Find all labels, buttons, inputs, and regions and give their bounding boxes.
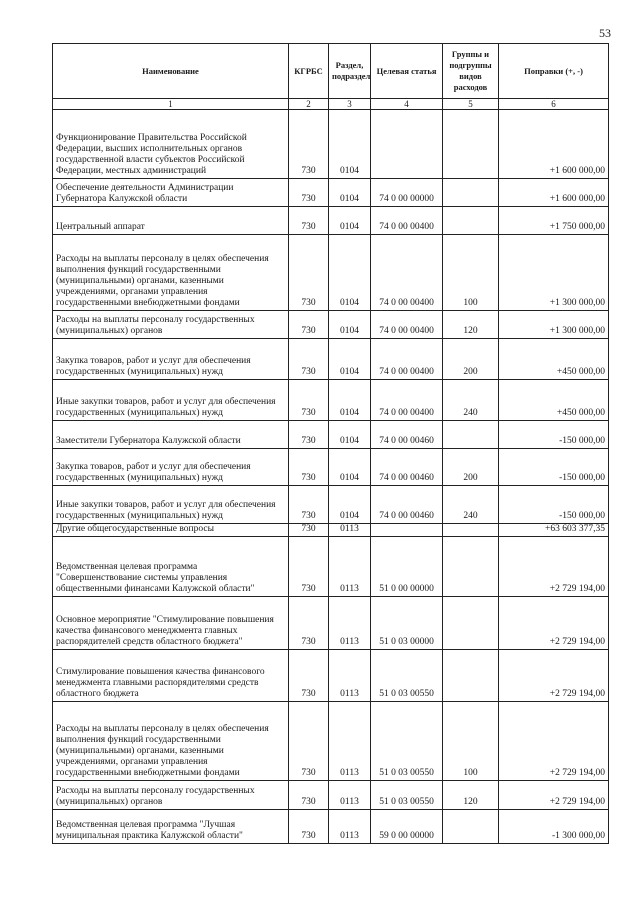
row-amount: +1 300 000,00 <box>499 235 609 311</box>
row-section: 0104 <box>329 311 371 339</box>
table-row <box>53 235 609 311</box>
row-kgrbs: 730 <box>289 421 329 449</box>
table-row <box>53 449 609 486</box>
table-row <box>53 781 609 810</box>
row-amount: +2 729 194,00 <box>499 702 609 781</box>
row-group: 120 <box>443 311 499 339</box>
row-section: 0113 <box>329 781 371 810</box>
column-number: 5 <box>443 99 499 110</box>
table-row <box>53 537 609 597</box>
row-kgrbs: 730 <box>289 486 329 524</box>
table-row <box>53 207 609 235</box>
row-amount: -150 000,00 <box>499 486 609 524</box>
column-number: 6 <box>499 99 609 110</box>
row-target: 59 0 00 00000 <box>371 810 443 844</box>
row-kgrbs: 730 <box>289 449 329 486</box>
row-name: Иные закупки товаров, работ и услуг для обеспечения государственных (муниципальных) нужд <box>53 486 289 524</box>
header-group: Группы и подгруппы видов расходов <box>443 44 499 99</box>
row-section: 0104 <box>329 179 371 207</box>
row-name: Обеспечение деятельности Администрации Губернатора Калужской области <box>53 179 289 207</box>
row-section: 0104 <box>329 110 371 179</box>
row-target <box>371 524 443 537</box>
row-amount: +450 000,00 <box>499 339 609 380</box>
row-target: 74 0 00 00400 <box>371 311 443 339</box>
row-group <box>443 810 499 844</box>
row-name: Ведомственная целевая программа "Совершенствование системы управления общественными финансами Калужской области" <box>53 537 289 597</box>
table-row <box>53 524 609 537</box>
row-section: 0104 <box>329 486 371 524</box>
row-section: 0104 <box>329 421 371 449</box>
header-amendment: Поправки (+, -) <box>499 44 609 99</box>
row-name: Заместители Губернатора Калужской области <box>53 421 289 449</box>
row-name: Расходы на выплаты персоналу в целях обеспечения выполнения функций государственными (муниципальными) органами, казенными учреждениями, органами управления государственными внебюджетными фондами <box>53 702 289 781</box>
row-kgrbs: 730 <box>289 339 329 380</box>
row-group <box>443 650 499 702</box>
row-target: 51 0 03 00550 <box>371 702 443 781</box>
page-number: 53 <box>599 26 611 40</box>
table-row <box>53 810 609 844</box>
table-row <box>53 702 609 781</box>
row-section: 0104 <box>329 339 371 380</box>
table-row <box>53 339 609 380</box>
row-amount: +2 729 194,00 <box>499 537 609 597</box>
row-kgrbs: 730 <box>289 810 329 844</box>
row-section: 0104 <box>329 380 371 421</box>
row-amount: +1 600 000,00 <box>499 179 609 207</box>
row-section: 0113 <box>329 702 371 781</box>
row-section: 0104 <box>329 449 371 486</box>
row-amount: +1 300 000,00 <box>499 311 609 339</box>
row-section: 0113 <box>329 537 371 597</box>
row-target: 74 0 00 00000 <box>371 179 443 207</box>
row-amount: +1 750 000,00 <box>499 207 609 235</box>
row-section: 0113 <box>329 650 371 702</box>
row-name: Расходы на выплаты персоналу государственных (муниципальных) органов <box>53 311 289 339</box>
row-kgrbs: 730 <box>289 524 329 537</box>
row-name: Закупка товаров, работ и услуг для обеспечения государственных (муниципальных) нужд <box>53 339 289 380</box>
row-group: 240 <box>443 486 499 524</box>
row-target: 74 0 00 00400 <box>371 235 443 311</box>
row-kgrbs: 730 <box>289 380 329 421</box>
row-amount: +63 603 377,35 <box>499 524 609 537</box>
row-group: 100 <box>443 702 499 781</box>
row-kgrbs: 730 <box>289 207 329 235</box>
row-kgrbs: 730 <box>289 179 329 207</box>
row-kgrbs: 730 <box>289 597 329 650</box>
row-group: 240 <box>443 380 499 421</box>
column-number: 2 <box>289 99 329 110</box>
table-row <box>53 110 609 179</box>
row-group: 100 <box>443 235 499 311</box>
table-row <box>53 311 609 339</box>
row-amount: -1 300 000,00 <box>499 810 609 844</box>
row-name: Центральный аппарат <box>53 207 289 235</box>
row-name: Ведомственная целевая программа "Лучшая муниципальная практика Калужской области" <box>53 810 289 844</box>
row-target: 51 0 00 00000 <box>371 537 443 597</box>
table-row <box>53 650 609 702</box>
row-amount: +2 729 194,00 <box>499 781 609 810</box>
row-kgrbs: 730 <box>289 702 329 781</box>
row-section: 0113 <box>329 524 371 537</box>
row-target: 74 0 00 00400 <box>371 339 443 380</box>
row-group <box>443 207 499 235</box>
table-row <box>53 179 609 207</box>
row-target: 51 0 03 00550 <box>371 650 443 702</box>
row-group <box>443 537 499 597</box>
row-name: Расходы на выплаты персоналу государственных (муниципальных) органов <box>53 781 289 810</box>
row-kgrbs: 730 <box>289 650 329 702</box>
row-section: 0113 <box>329 597 371 650</box>
header-kgrbs: КГРБС <box>289 44 329 99</box>
column-number-row <box>53 99 609 110</box>
row-group <box>443 421 499 449</box>
row-target: 74 0 00 00460 <box>371 449 443 486</box>
row-kgrbs: 730 <box>289 235 329 311</box>
row-group: 120 <box>443 781 499 810</box>
row-section: 0104 <box>329 207 371 235</box>
column-number: 4 <box>371 99 443 110</box>
row-kgrbs: 730 <box>289 781 329 810</box>
row-group <box>443 597 499 650</box>
row-amount: -150 000,00 <box>499 421 609 449</box>
row-amount: +2 729 194,00 <box>499 597 609 650</box>
row-target: 74 0 00 00460 <box>371 486 443 524</box>
row-amount: +1 600 000,00 <box>499 110 609 179</box>
row-target: 51 0 03 00550 <box>371 781 443 810</box>
row-name: Закупка товаров, работ и услуг для обеспечения государственных (муниципальных) нужд <box>53 449 289 486</box>
table-row <box>53 486 609 524</box>
row-kgrbs: 730 <box>289 311 329 339</box>
row-amount: +2 729 194,00 <box>499 650 609 702</box>
row-target: 51 0 03 00000 <box>371 597 443 650</box>
table-row <box>53 380 609 421</box>
row-section: 0104 <box>329 235 371 311</box>
row-name: Стимулирование повышения качества финансового менеджмента главными распорядителями средств областного бюджета <box>53 650 289 702</box>
header-target: Целевая статья <box>371 44 443 99</box>
table-header-row <box>53 44 609 99</box>
column-number: 1 <box>53 99 289 110</box>
row-name: Расходы на выплаты персоналу в целях обеспечения выполнения функций государственными (муниципальными) органами, казенными учреждениями, органами управления государственными внебюджетными фондами <box>53 235 289 311</box>
row-target: 74 0 00 00400 <box>371 380 443 421</box>
row-group: 200 <box>443 339 499 380</box>
row-section: 0113 <box>329 810 371 844</box>
row-target: 74 0 00 00460 <box>371 421 443 449</box>
row-group <box>443 179 499 207</box>
row-group <box>443 524 499 537</box>
row-name: Основное мероприятие "Стимулирование повышения качества финансового менеджмента главных распорядителей средств областного бюджета" <box>53 597 289 650</box>
row-name: Функционирование Правительства Российской Федерации, высших исполнительных органов государственной власти субъектов Российской Федерации, местных администраций <box>53 110 289 179</box>
column-number: 3 <box>329 99 371 110</box>
row-amount: +450 000,00 <box>499 380 609 421</box>
table-row <box>53 597 609 650</box>
row-group: 200 <box>443 449 499 486</box>
row-group <box>443 110 499 179</box>
budget-amendments-table <box>52 43 609 844</box>
row-kgrbs: 730 <box>289 537 329 597</box>
row-kgrbs: 730 <box>289 110 329 179</box>
row-target <box>371 110 443 179</box>
row-amount: -150 000,00 <box>499 449 609 486</box>
row-name: Другие общегосударственные вопросы <box>53 524 289 537</box>
header-name: Наименование <box>53 44 289 99</box>
row-target: 74 0 00 00400 <box>371 207 443 235</box>
row-name: Иные закупки товаров, работ и услуг для обеспечения государственных (муниципальных) нужд <box>53 380 289 421</box>
table-row <box>53 421 609 449</box>
header-section: Раздел, подраздел <box>329 44 371 99</box>
